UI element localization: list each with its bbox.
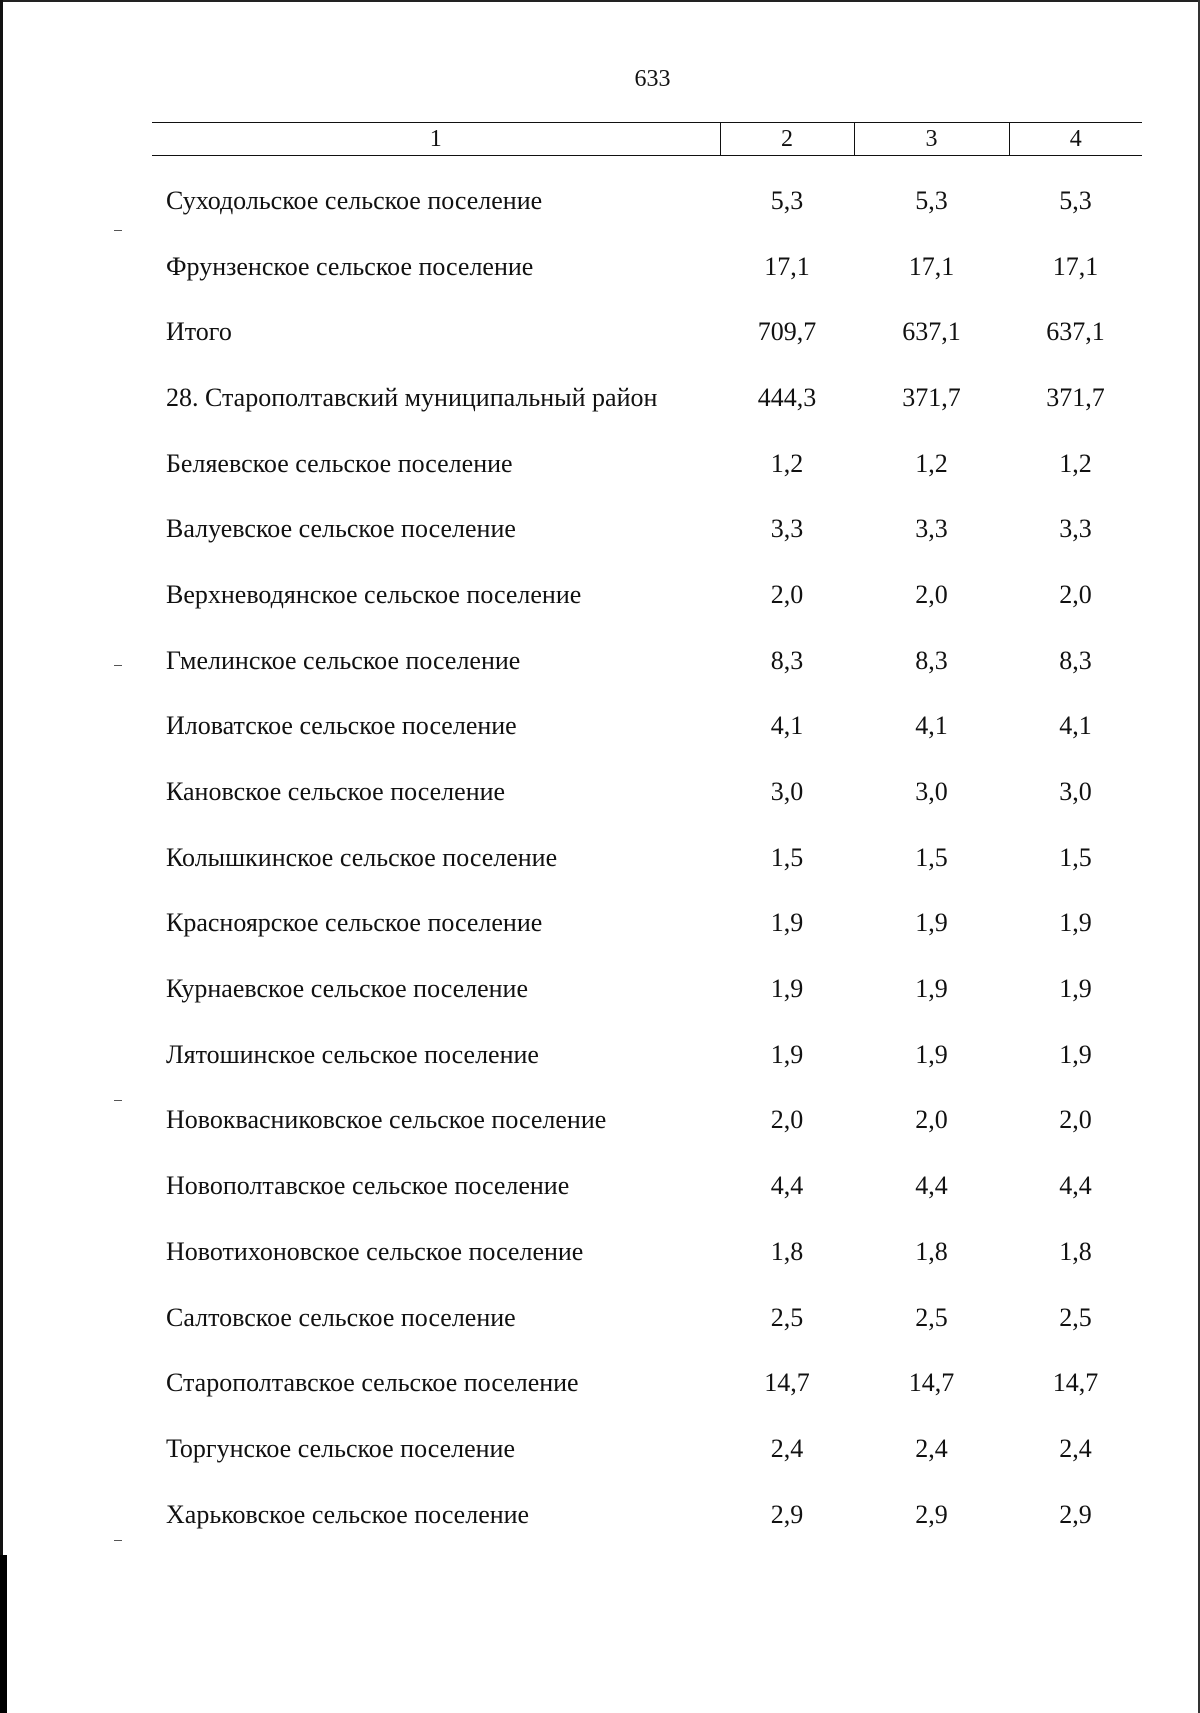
- row-name-cell: Беляевское сельское поселение: [166, 448, 513, 478]
- value-col3-cell: 17,1: [908, 251, 955, 281]
- value-col2-cell: 2,9: [770, 1499, 804, 1529]
- value-col2-cell: 709,7: [757, 317, 817, 347]
- table-row: [152, 759, 1142, 825]
- value-col2-cell: 2,5: [770, 1302, 804, 1332]
- value-col4-cell: 4,1: [1059, 711, 1092, 741]
- margin-mark: [114, 1100, 122, 1101]
- value-col2-cell: 3,0: [770, 777, 804, 807]
- row-name-cell: Верхневодянское сельское поселение: [166, 579, 582, 609]
- value-col4-cell: 2,5: [1059, 1302, 1092, 1332]
- value-col3-cell: 8,3: [915, 645, 948, 675]
- row-name-cell: Суходольское сельское поселение: [166, 185, 543, 215]
- value-col3-cell: 4,1: [915, 711, 948, 741]
- row-name-cell: Харьковское сельское поселение: [166, 1499, 530, 1529]
- page-number: 633: [634, 66, 671, 92]
- table-row: [152, 628, 1142, 694]
- column-header: 1: [152, 123, 720, 156]
- table-row: [152, 1022, 1142, 1088]
- value-col3-cell: 2,5: [915, 1302, 948, 1332]
- value-col3-cell: 3,0: [915, 777, 948, 807]
- row-name-cell: Итого: [166, 317, 232, 347]
- value-col2-cell: 5,3: [770, 185, 804, 215]
- value-col2-cell: 1,9: [770, 908, 804, 938]
- row-name-cell: Фрунзенское сельское поселение: [166, 251, 534, 281]
- table-row: [152, 825, 1142, 891]
- table-row: [152, 1350, 1142, 1416]
- value-col4-cell: 8,3: [1059, 645, 1092, 675]
- value-col2-cell: 8,3: [770, 645, 804, 675]
- value-col4-cell: 4,4: [1059, 1171, 1092, 1201]
- value-col3-cell: 14,7: [908, 1368, 955, 1398]
- row-name-cell: Торгунское сельское поселение: [166, 1433, 515, 1463]
- row-name-cell: 28. Старополтавский муниципальный район: [166, 382, 658, 412]
- value-col4-cell: 1,2: [1059, 448, 1092, 478]
- value-col4-cell: 1,8: [1059, 1236, 1092, 1266]
- column-header: 3: [854, 123, 1009, 156]
- value-col2-cell: 1,5: [770, 842, 804, 872]
- table-row: [152, 156, 1142, 234]
- table-header-row: [152, 123, 1142, 156]
- row-name-cell: Старополтавское сельское поселение: [166, 1368, 579, 1398]
- value-col4-cell: 3,3: [1059, 514, 1092, 544]
- table-row: [152, 234, 1142, 300]
- value-col2-cell: 444,3: [757, 382, 817, 412]
- table-row: [152, 1482, 1142, 1548]
- data-table: [152, 122, 1142, 1547]
- value-col2-cell: 1,9: [770, 974, 804, 1004]
- table-row: [152, 1088, 1142, 1154]
- value-col4-cell: 2,0: [1059, 579, 1092, 609]
- value-col3-cell: 1,9: [915, 1039, 948, 1069]
- value-col4-cell: 1,9: [1059, 1039, 1092, 1069]
- value-col2-cell: 2,0: [770, 579, 804, 609]
- value-col4-cell: 3,0: [1059, 777, 1092, 807]
- row-name-cell: Новоквасниковское сельское поселение: [166, 1105, 607, 1135]
- value-col4-cell: 2,9: [1059, 1499, 1092, 1529]
- table-row: [152, 694, 1142, 760]
- row-name-cell: Новотихоновское сельское поселение: [166, 1236, 584, 1266]
- value-col3-cell: 3,3: [915, 514, 948, 544]
- value-col4-cell: 17,1: [1052, 251, 1099, 281]
- table-row: [152, 891, 1142, 957]
- row-name-cell: Иловатское сельское поселение: [166, 711, 517, 741]
- row-name-cell: Красноярское сельское поселение: [166, 908, 543, 938]
- value-col3-cell: 2,0: [915, 1105, 948, 1135]
- value-col3-cell: 5,3: [915, 185, 948, 215]
- table-body: [152, 156, 1142, 1548]
- value-col3-cell: 1,8: [915, 1236, 948, 1266]
- value-col3-cell: 371,7: [902, 382, 961, 412]
- value-col4-cell: 1,9: [1059, 908, 1092, 938]
- row-name-cell: Валуевское сельское поселение: [166, 514, 516, 544]
- value-col3-cell: 2,4: [915, 1433, 948, 1463]
- value-col3-cell: 1,5: [915, 842, 948, 872]
- value-col2-cell: 1,9: [770, 1039, 804, 1069]
- value-col2-cell: 3,3: [770, 514, 804, 544]
- row-name-cell: Новополтавское сельское поселение: [166, 1171, 570, 1201]
- value-col4-cell: 5,3: [1059, 185, 1092, 215]
- value-col4-cell: 2,0: [1059, 1105, 1092, 1135]
- row-name-cell: Лятошинское сельское поселение: [166, 1039, 539, 1069]
- value-col3-cell: 2,9: [915, 1499, 948, 1529]
- table-row: [152, 431, 1142, 497]
- value-col2-cell: 2,0: [770, 1105, 804, 1135]
- value-col3-cell: 637,1: [902, 317, 961, 347]
- value-col2-cell: 17,1: [764, 251, 810, 281]
- value-col2-cell: 1,8: [770, 1236, 804, 1266]
- value-col4-cell: 1,5: [1059, 842, 1092, 872]
- scan-border-left: [0, 0, 3, 1713]
- value-col2-cell: 1,2: [770, 448, 804, 478]
- table-row: [152, 365, 1142, 431]
- value-col4-cell: 637,1: [1046, 317, 1105, 347]
- value-col2-cell: 4,1: [770, 711, 804, 741]
- value-col4-cell: 371,7: [1046, 382, 1105, 412]
- table-row: [152, 1285, 1142, 1351]
- value-col2-cell: 2,4: [770, 1433, 804, 1463]
- value-col4-cell: 14,7: [1052, 1368, 1099, 1398]
- row-name-cell: Кановское сельское поселение: [166, 777, 506, 807]
- column-header: 2: [720, 123, 854, 156]
- margin-mark: [114, 230, 122, 231]
- margin-mark: [114, 1540, 122, 1541]
- table-row: [152, 496, 1142, 562]
- value-col4-cell: 2,4: [1059, 1433, 1092, 1463]
- table-row: [152, 956, 1142, 1022]
- value-col3-cell: 2,0: [915, 579, 948, 609]
- value-col3-cell: 1,2: [915, 448, 948, 478]
- row-name-cell: Салтовское сельское поселение: [166, 1302, 516, 1332]
- value-col3-cell: 1,9: [915, 974, 948, 1004]
- scan-border-left-dark: [0, 1555, 7, 1713]
- table-row: [152, 299, 1142, 365]
- value-col2-cell: 14,7: [764, 1368, 810, 1398]
- value-col2-cell: 4,4: [770, 1171, 804, 1201]
- table-row: [152, 1219, 1142, 1285]
- row-name-cell: Колышкинское сельское поселение: [166, 842, 558, 872]
- table-row: [152, 562, 1142, 628]
- column-header: 4: [1009, 123, 1142, 156]
- table-row: [152, 1416, 1142, 1482]
- row-name-cell: Гмелинское сельское поселение: [166, 645, 521, 675]
- value-col3-cell: 1,9: [915, 908, 948, 938]
- table-row: [152, 1153, 1142, 1219]
- margin-mark: [114, 665, 122, 666]
- scan-border-top: [0, 0, 1200, 2]
- value-col3-cell: 4,4: [915, 1171, 948, 1201]
- row-name-cell: Курнаевское сельское поселение: [166, 974, 528, 1004]
- value-col4-cell: 1,9: [1059, 974, 1092, 1004]
